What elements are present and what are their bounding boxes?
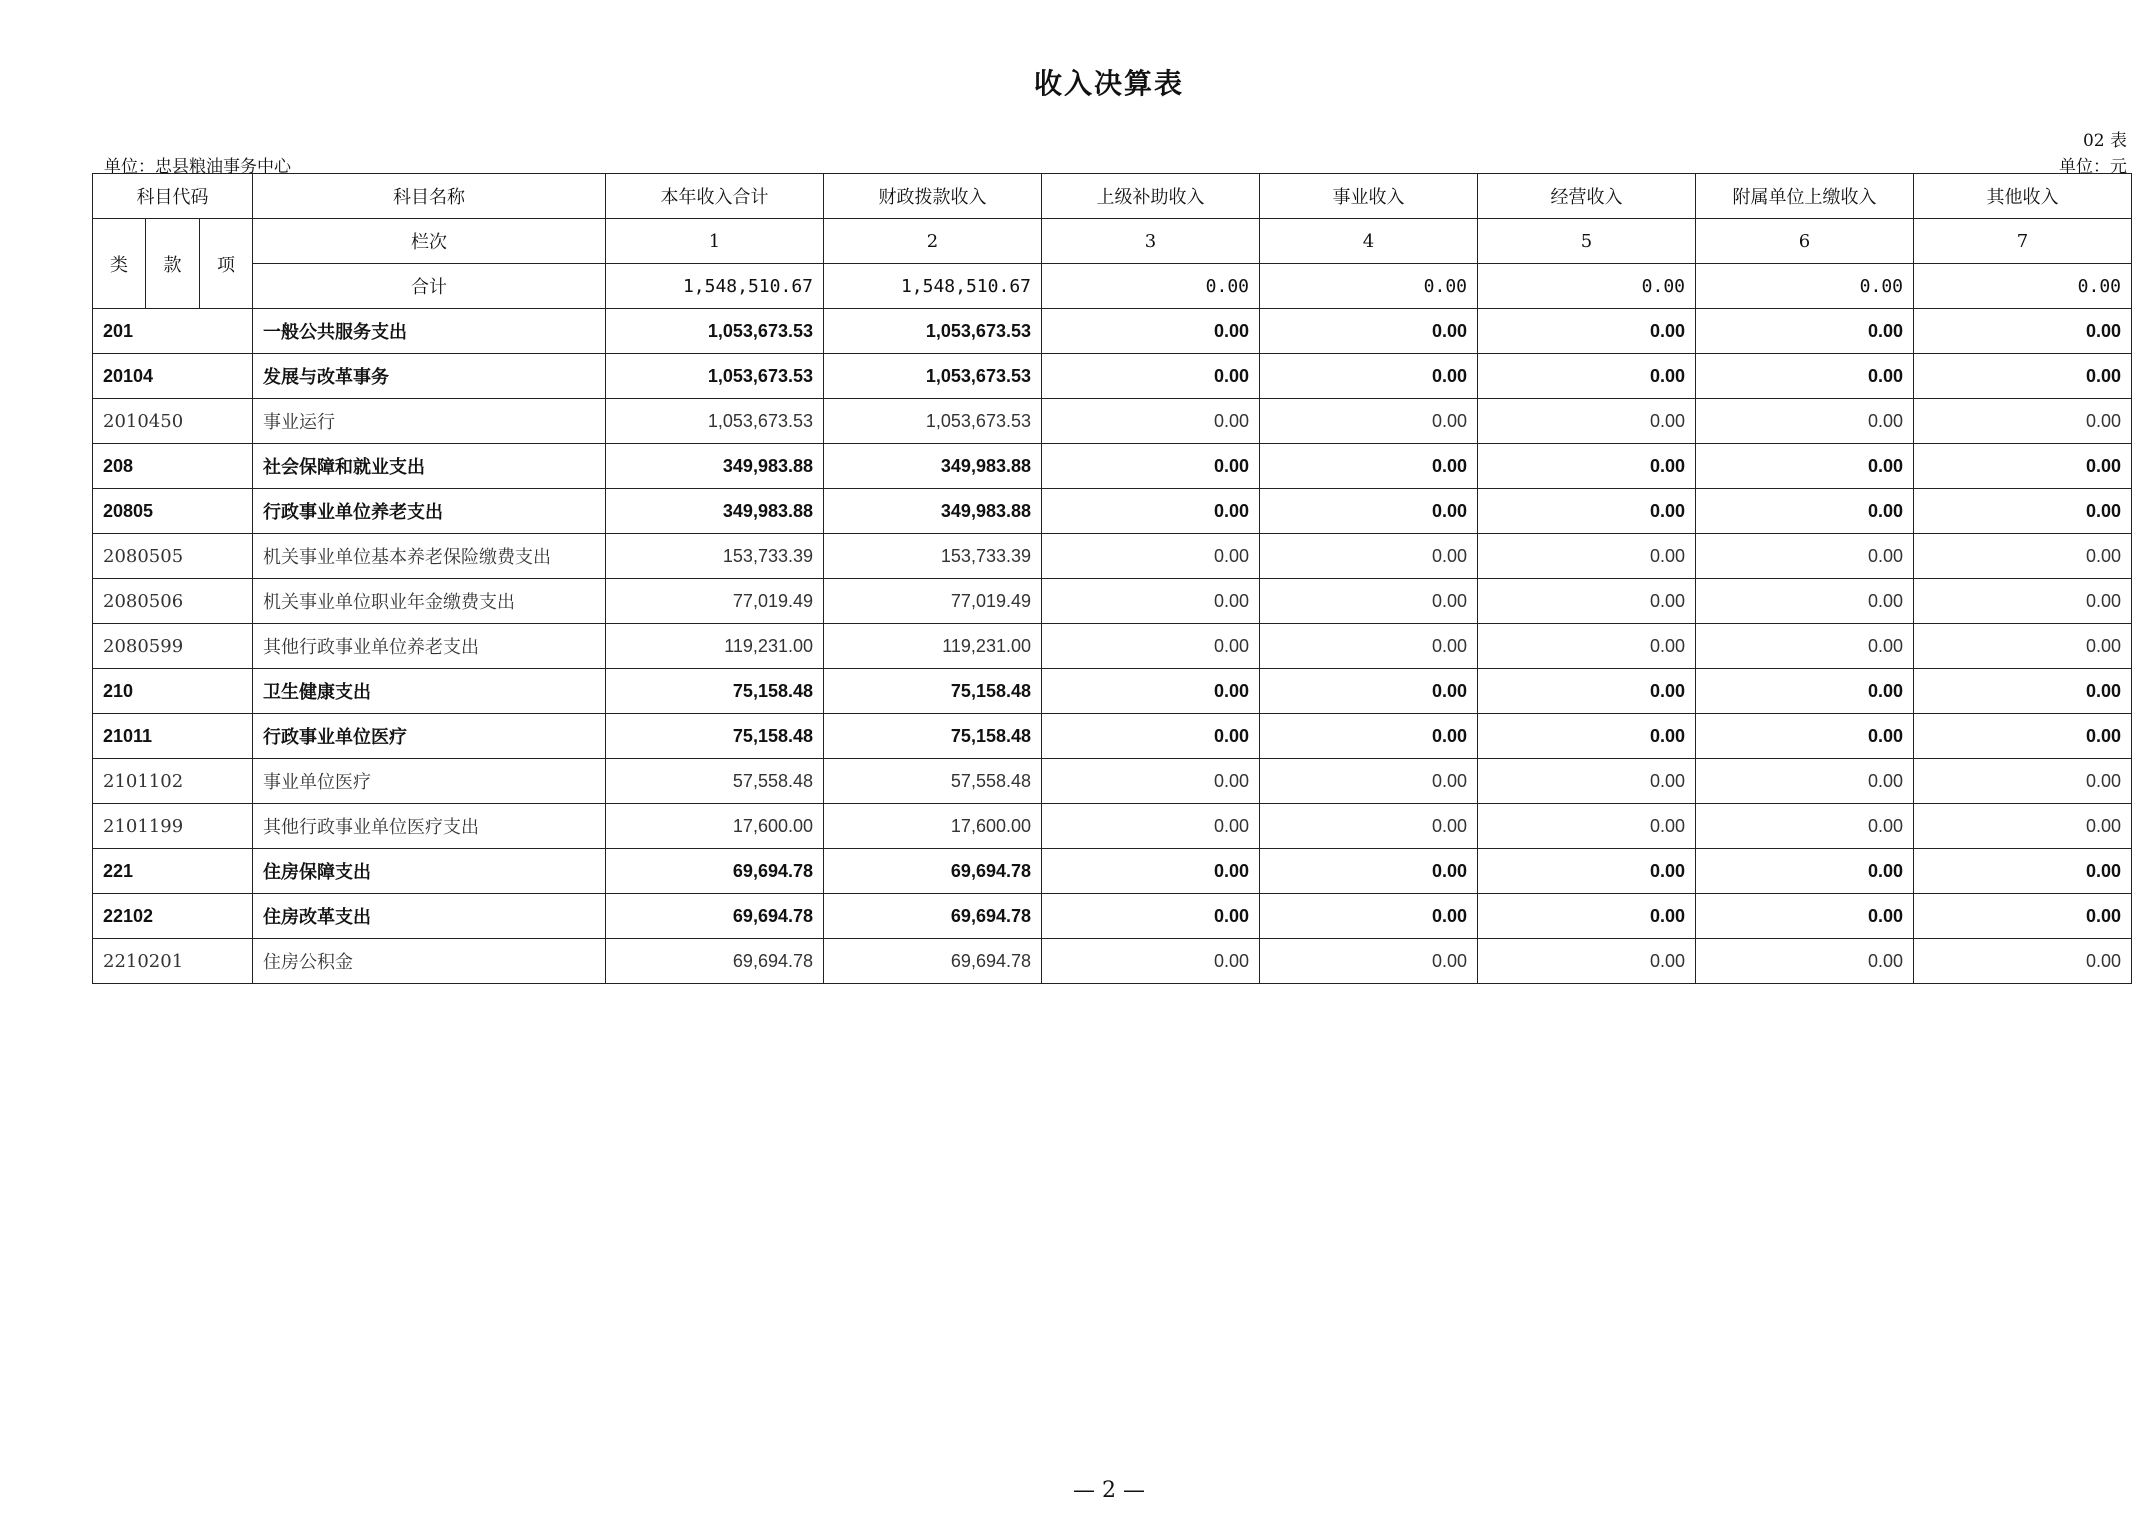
amount-cell: 0.00 [1042, 309, 1260, 354]
table-row [93, 849, 2132, 894]
amount-cell: 69,694.78 [606, 849, 824, 894]
amount-cell: 0.00 [1478, 624, 1696, 669]
subject-name: 行政事业单位医疗 [253, 714, 606, 759]
amount-cell: 0.00 [1696, 399, 1914, 444]
subject-code: 2010450 [93, 399, 253, 444]
amount-cell: 0.00 [1260, 579, 1478, 624]
amount-cell: 0.00 [1260, 669, 1478, 714]
table-row [93, 939, 2132, 984]
amount-cell: 0.00 [1042, 444, 1260, 489]
amount-cell: 0.00 [1042, 759, 1260, 804]
subject-code: 20104 [93, 354, 253, 399]
col-number: 6 [1696, 219, 1914, 264]
amount-cell: 0.00 [1042, 849, 1260, 894]
subject-name: 住房公积金 [253, 939, 606, 984]
amount-cell: 75,158.48 [606, 714, 824, 759]
amount-cell: 119,231.00 [824, 624, 1042, 669]
amount-cell: 1,053,673.53 [824, 309, 1042, 354]
table-row [93, 399, 2132, 444]
amount-cell: 0.00 [1914, 804, 2132, 849]
total-row [93, 264, 2132, 309]
header-lanci: 栏次 [253, 219, 606, 264]
subject-code: 2080506 [93, 579, 253, 624]
subject-code: 221 [93, 849, 253, 894]
amount-cell: 0.00 [1696, 354, 1914, 399]
amount-cell: 0.00 [1914, 309, 2132, 354]
subject-code: 210 [93, 669, 253, 714]
amount-cell: 349,983.88 [606, 444, 824, 489]
header-col-other: 其他收入 [1914, 174, 2132, 219]
amount-cell: 0.00 [1260, 849, 1478, 894]
total-value: 1,548,510.67 [606, 264, 824, 309]
amount-cell: 0.00 [1260, 759, 1478, 804]
header-subject-code: 科目代码 [93, 174, 253, 219]
amount-cell: 0.00 [1914, 444, 2132, 489]
subject-code: 2101102 [93, 759, 253, 804]
amount-cell: 17,600.00 [606, 804, 824, 849]
amount-cell: 0.00 [1042, 624, 1260, 669]
subject-code: 2101199 [93, 804, 253, 849]
subject-name: 发展与改革事务 [253, 354, 606, 399]
amount-cell: 0.00 [1042, 534, 1260, 579]
amount-cell: 0.00 [1696, 894, 1914, 939]
amount-cell: 0.00 [1260, 804, 1478, 849]
amount-cell: 0.00 [1696, 534, 1914, 579]
header-kuan: 款 [146, 219, 200, 309]
subject-name: 其他行政事业单位养老支出 [253, 624, 606, 669]
amount-cell: 0.00 [1696, 579, 1914, 624]
subject-code: 22102 [93, 894, 253, 939]
amount-cell: 69,694.78 [606, 939, 824, 984]
col-number: 7 [1914, 219, 2132, 264]
col-number: 4 [1260, 219, 1478, 264]
amount-cell: 0.00 [1478, 399, 1696, 444]
amount-cell: 0.00 [1914, 939, 2132, 984]
amount-cell: 0.00 [1042, 804, 1260, 849]
amount-cell: 0.00 [1478, 309, 1696, 354]
subject-code: 2210201 [93, 939, 253, 984]
amount-cell: 0.00 [1478, 489, 1696, 534]
table-row [93, 354, 2132, 399]
amount-cell: 0.00 [1042, 939, 1260, 984]
total-value: 0.00 [1042, 264, 1260, 309]
amount-cell: 0.00 [1260, 714, 1478, 759]
amount-cell: 0.00 [1696, 714, 1914, 759]
table-row [93, 579, 2132, 624]
amount-cell: 1,053,673.53 [606, 354, 824, 399]
amount-cell: 0.00 [1260, 624, 1478, 669]
amount-cell: 0.00 [1260, 939, 1478, 984]
amount-cell: 349,983.88 [824, 444, 1042, 489]
amount-cell: 0.00 [1478, 354, 1696, 399]
amount-cell: 0.00 [1914, 354, 2132, 399]
reporting-unit: 单位：忠县粮油事务中心 [104, 157, 291, 177]
table-row [93, 894, 2132, 939]
amount-cell: 0.00 [1478, 534, 1696, 579]
amount-cell: 349,983.88 [606, 489, 824, 534]
amount-cell: 0.00 [1914, 759, 2132, 804]
amount-cell: 69,694.78 [606, 894, 824, 939]
col-number: 1 [606, 219, 824, 264]
subject-code: 2080505 [93, 534, 253, 579]
subject-name: 事业运行 [253, 399, 606, 444]
subject-code: 20805 [93, 489, 253, 534]
header-col-total: 本年收入合计 [606, 174, 824, 219]
subject-name: 住房保障支出 [253, 849, 606, 894]
currency-unit: 单位：元 [2059, 157, 2127, 177]
amount-cell: 0.00 [1042, 714, 1260, 759]
col-number: 5 [1478, 219, 1696, 264]
amount-cell: 0.00 [1914, 894, 2132, 939]
income-final-accounts-table [92, 173, 2132, 984]
table-row [93, 489, 2132, 534]
amount-cell: 0.00 [1914, 399, 2132, 444]
subject-name: 一般公共服务支出 [253, 309, 606, 354]
amount-cell: 0.00 [1478, 894, 1696, 939]
amount-cell: 1,053,673.53 [824, 399, 1042, 444]
amount-cell: 0.00 [1478, 804, 1696, 849]
amount-cell: 0.00 [1042, 894, 1260, 939]
amount-cell: 0.00 [1696, 849, 1914, 894]
header-lei: 类 [93, 219, 146, 309]
header-col-affiliated: 附属单位上缴收入 [1696, 174, 1914, 219]
amount-cell: 0.00 [1696, 939, 1914, 984]
table-row [93, 714, 2132, 759]
amount-cell: 0.00 [1478, 939, 1696, 984]
amount-cell: 0.00 [1478, 759, 1696, 804]
amount-cell: 153,733.39 [824, 534, 1042, 579]
table-row [93, 534, 2132, 579]
table-row [93, 309, 2132, 354]
amount-cell: 0.00 [1696, 669, 1914, 714]
amount-cell: 0.00 [1260, 354, 1478, 399]
subject-name: 社会保障和就业支出 [253, 444, 606, 489]
amount-cell: 0.00 [1478, 444, 1696, 489]
subject-name: 住房改革支出 [253, 894, 606, 939]
amount-cell: 0.00 [1914, 849, 2132, 894]
header-col-fiscal: 财政拨款收入 [824, 174, 1042, 219]
total-value: 0.00 [1696, 264, 1914, 309]
amount-cell: 0.00 [1478, 669, 1696, 714]
col-number: 2 [824, 219, 1042, 264]
amount-cell: 75,158.48 [606, 669, 824, 714]
amount-cell: 0.00 [1260, 534, 1478, 579]
table-row [93, 444, 2132, 489]
amount-cell: 0.00 [1260, 489, 1478, 534]
amount-cell: 57,558.48 [606, 759, 824, 804]
amount-cell: 0.00 [1478, 849, 1696, 894]
amount-cell: 0.00 [1042, 489, 1260, 534]
table-row [93, 624, 2132, 669]
amount-cell: 69,694.78 [824, 894, 1042, 939]
subject-name: 机关事业单位职业年金缴费支出 [253, 579, 606, 624]
amount-cell: 0.00 [1260, 894, 1478, 939]
total-value: 0.00 [1478, 264, 1696, 309]
amount-cell: 77,019.49 [824, 579, 1042, 624]
header-col-operating: 经营收入 [1478, 174, 1696, 219]
header-xiang: 项 [200, 219, 253, 309]
amount-cell: 0.00 [1260, 399, 1478, 444]
amount-cell: 69,694.78 [824, 939, 1042, 984]
amount-cell: 0.00 [1696, 804, 1914, 849]
header-subject-name: 科目名称 [253, 174, 606, 219]
amount-cell: 75,158.48 [824, 669, 1042, 714]
header-col-business: 事业收入 [1260, 174, 1478, 219]
header-row [93, 174, 2132, 219]
amount-cell: 0.00 [1260, 444, 1478, 489]
subject-code: 208 [93, 444, 253, 489]
subject-name: 机关事业单位基本养老保险缴费支出 [253, 534, 606, 579]
amount-cell: 0.00 [1478, 714, 1696, 759]
amount-cell: 0.00 [1696, 624, 1914, 669]
subject-name: 其他行政事业单位医疗支出 [253, 804, 606, 849]
amount-cell: 0.00 [1914, 579, 2132, 624]
amount-cell: 0.00 [1042, 669, 1260, 714]
amount-cell: 0.00 [1696, 489, 1914, 534]
subject-code: 2080599 [93, 624, 253, 669]
table-row [93, 804, 2132, 849]
subject-name: 卫生健康支出 [253, 669, 606, 714]
amount-cell: 0.00 [1696, 309, 1914, 354]
table-row [93, 669, 2132, 714]
subject-code: 201 [93, 309, 253, 354]
amount-cell: 0.00 [1478, 579, 1696, 624]
amount-cell: 77,019.49 [606, 579, 824, 624]
amount-cell: 0.00 [1696, 444, 1914, 489]
amount-cell: 0.00 [1696, 759, 1914, 804]
amount-cell: 0.00 [1042, 354, 1260, 399]
amount-cell: 119,231.00 [606, 624, 824, 669]
amount-cell: 69,694.78 [824, 849, 1042, 894]
column-number-row [93, 219, 2132, 264]
amount-cell: 0.00 [1260, 309, 1478, 354]
amount-cell: 1,053,673.53 [606, 309, 824, 354]
total-label: 合计 [253, 264, 606, 309]
page-title: 收入决算表 [1033, 67, 1184, 100]
total-value: 0.00 [1260, 264, 1478, 309]
table-row [93, 759, 2132, 804]
amount-cell: 0.00 [1914, 714, 2132, 759]
col-number: 3 [1042, 219, 1260, 264]
page-number: — 2 — [1073, 1478, 1145, 1503]
subject-name: 行政事业单位养老支出 [253, 489, 606, 534]
amount-cell: 153,733.39 [606, 534, 824, 579]
amount-cell: 17,600.00 [824, 804, 1042, 849]
amount-cell: 75,158.48 [824, 714, 1042, 759]
amount-cell: 1,053,673.53 [606, 399, 824, 444]
form-number: 02 表 [2082, 131, 2127, 151]
amount-cell: 349,983.88 [824, 489, 1042, 534]
total-value: 0.00 [1914, 264, 2132, 309]
amount-cell: 0.00 [1914, 489, 2132, 534]
amount-cell: 0.00 [1914, 534, 2132, 579]
amount-cell: 57,558.48 [824, 759, 1042, 804]
subject-code: 21011 [93, 714, 253, 759]
header-col-superior: 上级补助收入 [1042, 174, 1260, 219]
amount-cell: 0.00 [1042, 579, 1260, 624]
amount-cell: 1,053,673.53 [824, 354, 1042, 399]
total-value: 1,548,510.67 [824, 264, 1042, 309]
amount-cell: 0.00 [1914, 624, 2132, 669]
subject-name: 事业单位医疗 [253, 759, 606, 804]
amount-cell: 0.00 [1914, 669, 2132, 714]
amount-cell: 0.00 [1042, 399, 1260, 444]
